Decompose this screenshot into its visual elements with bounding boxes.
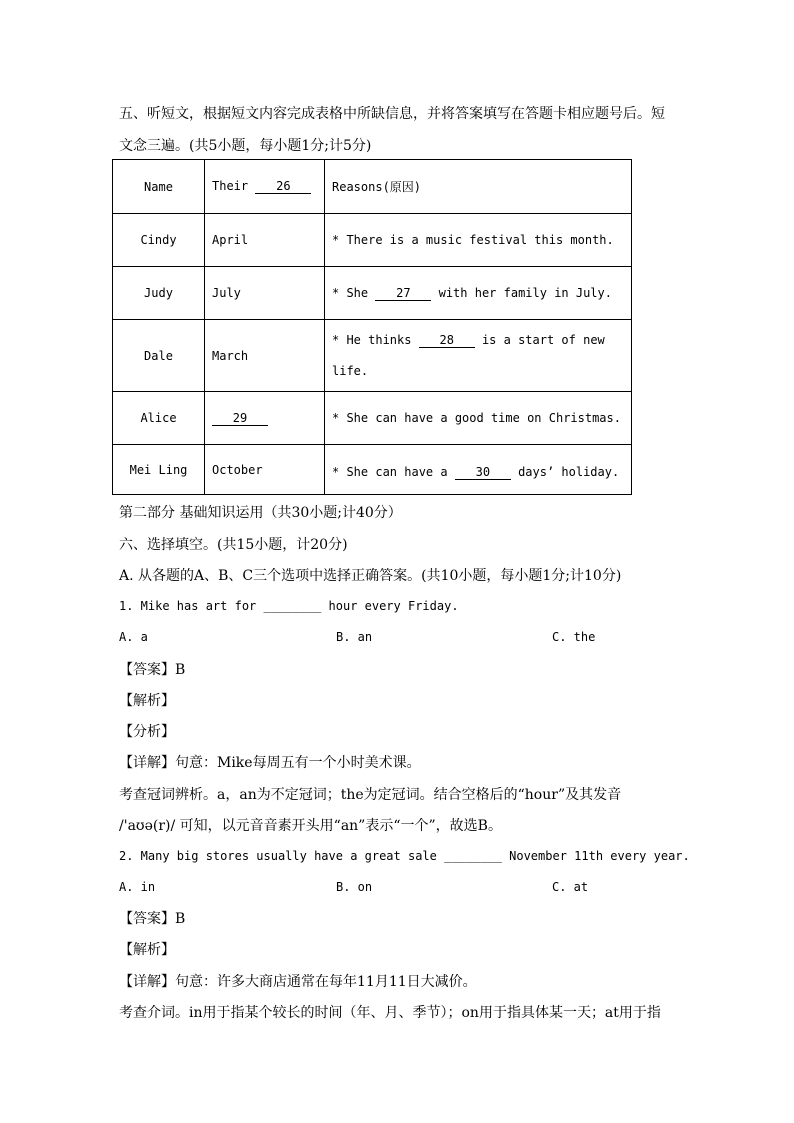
header-reasons: Reasons(原因) xyxy=(325,160,632,214)
row-name: Dale xyxy=(113,320,205,392)
row-name: Judy xyxy=(113,267,205,320)
q2-explanation-1: 考查介词。in用于指某个较长的时间（年、月、季节）；on用于指具体某一天；at用于指 xyxy=(119,1005,661,1021)
blank-27: 27 xyxy=(375,286,431,301)
sectionA-instruction: A. 从各题的A、B、C三个选项中选择正确答案。(共10小题，每小题1分;计10分) xyxy=(119,568,622,584)
q2-stem: 2. Many big stores usually have a great sale ________ November 11th every year. xyxy=(119,849,690,863)
section6-heading: 六、选择填空。(共15小题，计20分) xyxy=(119,537,348,553)
q1-answer: 【答案】B xyxy=(119,662,186,678)
section5-instruction-line2: 文念三遍。(共5小题，每小题1分;计5分) xyxy=(119,138,372,154)
q1-detail: 【详解】句意：Mike每周五有一个小时美术课。 xyxy=(119,755,421,771)
row-month xyxy=(205,392,325,445)
table-header-row xyxy=(113,160,632,214)
section5-instruction-line1: 五、听短文，根据短文内容完成表格中所缺信息，并将答案填写在答题卡相应题号后。短 xyxy=(119,106,665,122)
q1-option-b: B. an xyxy=(336,630,373,644)
q1-explanation-1: 考查冠词辨析。a，an为不定冠词；the为定冠词。结合空格后的“hour”及其发音 xyxy=(119,787,622,803)
table-row xyxy=(113,392,632,445)
q2-detail: 【详解】句意：许多大商店通常在每年11月11日大减价。 xyxy=(119,974,477,990)
blank-26: 26 xyxy=(255,179,311,194)
row-month: April xyxy=(205,214,325,267)
blank-30: 30 xyxy=(455,465,511,480)
q1-option-a: A. a xyxy=(119,630,148,644)
row-reason: * She can have a good time on Christmas. xyxy=(325,392,632,445)
q2-option-c: C. at xyxy=(552,880,589,894)
q2-jiexi: 【解析】 xyxy=(119,942,175,958)
row-reason: * She 27 with her family in July. xyxy=(325,267,632,320)
q1-option-c: C. the xyxy=(552,630,596,644)
table-row xyxy=(113,445,632,495)
row-reason: * He thinks 28 is a start of new life. xyxy=(325,320,632,392)
blank-28: 28 xyxy=(419,333,475,348)
blank-29: 29 xyxy=(212,411,268,426)
q2-option-a: A. in xyxy=(119,880,156,894)
row-month: July xyxy=(205,267,325,320)
table-row xyxy=(113,267,632,320)
row-name: Cindy xyxy=(113,214,205,267)
row-reason: * There is a music festival this month. xyxy=(325,214,632,267)
q1-stem: 1. Mike has art for ________ hour every Friday. xyxy=(119,599,459,613)
table-row xyxy=(113,320,632,392)
q1-explanation-2: /'aʊə(r)/ 可知，以元音音素开头用“an”表示“一个”，故选B。 xyxy=(119,818,502,834)
q2-option-b: B. on xyxy=(336,880,373,894)
part2-heading: 第二部分 基础知识运用（共30小题;计40分） xyxy=(119,505,402,521)
q1-fenxi: 【分析】 xyxy=(119,724,175,740)
row-month: March xyxy=(205,320,325,392)
table-row xyxy=(113,214,632,267)
q1-jiexi: 【解析】 xyxy=(119,693,175,709)
q2-answer: 【答案】B xyxy=(119,911,186,927)
row-reason: * She can have a 30 days’ holiday. xyxy=(325,445,632,495)
header-name: Name xyxy=(113,160,205,214)
row-name: Alice xyxy=(113,392,205,445)
row-month: October xyxy=(205,445,325,495)
row-name: Mei Ling xyxy=(113,445,205,495)
listening-table xyxy=(112,159,632,495)
header-their: Their 26 xyxy=(205,160,325,214)
